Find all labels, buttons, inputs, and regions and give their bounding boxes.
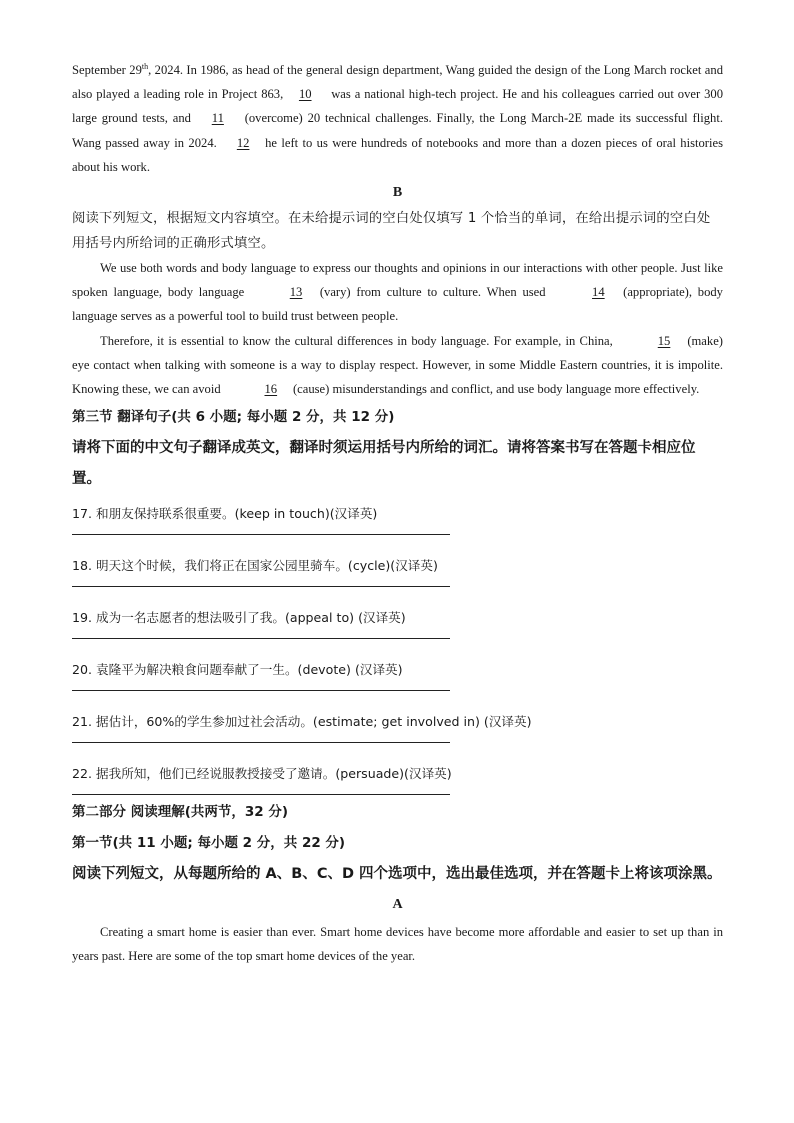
section-3-instruction: 请将下面的中文句子翻译成英文，翻译时须运用括号内所给的词汇。请将答案书写在答题卡相应位置。	[72, 440, 696, 488]
translation-questions	[72, 502, 723, 795]
blank-13[interactable]: 13	[289, 285, 303, 300]
answer-line-22[interactable]	[72, 786, 450, 795]
section-3-title: 第三节 翻译句子(共 6 小题; 每小题 2 分，共 12 分)	[72, 409, 395, 426]
answer-line-19[interactable]	[72, 630, 450, 639]
passage-top-paragraph	[72, 58, 723, 179]
ordinal-suffix: th	[141, 61, 149, 71]
passage-text: September 29	[72, 63, 142, 77]
passage-text: (make) eye contact when talking with someone is a way to display respect. However, in some Middle Eastern countries, it is impolite. Knowing these, we can avoid	[72, 333, 723, 397]
section-b-paragraph-2	[72, 329, 723, 402]
passage-text: he left to us were hundreds of notebooks and more than a dozen pieces of oral histories about his work.	[72, 135, 723, 174]
question-20: 20. 袁隆平为解决粮食问题奉献了一生。(devote) (汉译英)	[72, 662, 403, 678]
question-17: 17. 和朋友保持联系很重要。(keep in touch)(汉译英)	[72, 506, 378, 522]
blank-11[interactable]: 11	[211, 111, 224, 126]
passage-text: (appropriate), body language serves as a powerful tool to build trust between people.	[72, 285, 723, 324]
blank-16[interactable]: 16	[264, 382, 278, 397]
blank-14[interactable]: 14	[592, 285, 605, 300]
blank-15[interactable]: 15	[657, 333, 671, 348]
passage-text: , 2024. In 1986, as head of the general design department, Wang guided the design of the Long March rocket and also played a leading role in Project 863,	[72, 63, 723, 102]
question-18: 18. 明天这个时候，我们将正在国家公园里骑车。(cycle)(汉译英)	[72, 558, 438, 574]
passage-text: (vary) from culture to culture. When used	[319, 285, 546, 300]
part-2-title: 第二部分 阅读理解(共两节，32 分)	[72, 804, 289, 821]
answer-line-20[interactable]	[72, 682, 450, 691]
blank-12[interactable]: 12	[236, 135, 250, 150]
answer-line-21[interactable]	[72, 734, 450, 743]
question-19: 19. 成为一名志愿者的想法吸引了我。(appeal to) (汉译英)	[72, 610, 406, 626]
passage-text: Therefore, it is essential to know the cultural differences in body language. For example, in China,	[100, 333, 613, 348]
question-21: 21. 据估计，60%的学生参加过社会活动。(estimate; get involved in) (汉译英)	[72, 714, 532, 730]
passage-a-paragraph: Creating a smart home is easier than ever. Smart home devices have become more affordable and easier to set up than in years past. Here are some of the top smart home devices of the year.	[72, 925, 723, 964]
blank-10[interactable]: 10	[298, 87, 312, 102]
section-b-paragraph-1	[72, 256, 723, 329]
passage-text: We use both words and body language to express our thoughts and opinions in our interactions with other people. Just like spoken language, body language	[72, 261, 723, 300]
question-22: 22. 据我所知，他们已经说服教授接受了邀请。(persuade)(汉译英)	[72, 766, 452, 782]
page-content	[72, 58, 723, 969]
passage-text: (overcome) 20 technical challenges. Finally, the Long March-2E made its successful flight. Wang passed away in 2024.	[72, 111, 723, 150]
answer-line-17[interactable]	[72, 526, 450, 535]
part-2-section-1-title: 第一节(共 11 小题; 每小题 2 分，共 22 分)	[72, 835, 346, 852]
passage-a-label: A	[392, 897, 403, 913]
part-2-instruction: 阅读下列短文，从每题所给的 A、B、C、D 四个选项中，选出最佳选项，并在答题卡上将该项涂黑。	[72, 866, 722, 883]
section-b-label: B	[392, 185, 403, 201]
answer-line-18[interactable]	[72, 578, 450, 587]
passage-text: was a national high-tech project. He and his colleagues carried out over 300 large ground tests, and	[72, 87, 723, 126]
section-b-instruction: 阅读下列短文，根据短文内容填空。在未给提示词的空白处仅填写 1 个恰当的单词，在给出提示词的空白处用括号内所给词的正确形式填空。	[72, 211, 711, 252]
passage-text: (cause) misunderstandings and conflict, and use body language more effectively.	[292, 382, 700, 397]
